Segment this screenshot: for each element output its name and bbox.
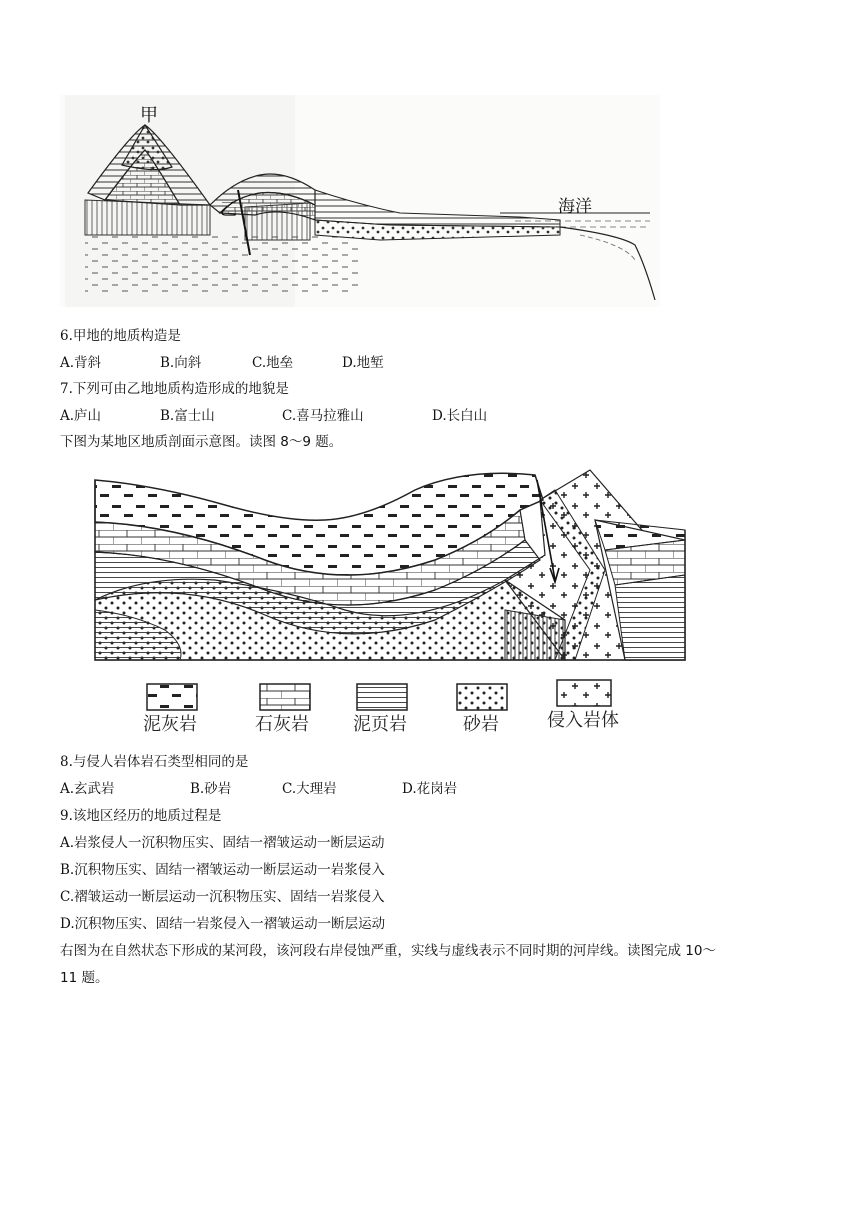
q8-option-a: A.玄武岩 (60, 781, 115, 797)
q6-stem: 6.甲地的地质构造是 (60, 328, 181, 344)
q7-option-b: B.富士山 (160, 408, 215, 424)
q7-option-a: A.庐山 (60, 408, 102, 424)
legend-limestone (255, 684, 310, 735)
q7-option-c: C.喜马拉雅山 (282, 408, 364, 424)
q7-stem: 7.下列可由乙地地质构造形成的地貌是 (60, 381, 289, 397)
q9-option-a: A.岩浆侵人一沉积物压实、固结一褶皱运动一断层运动 (60, 835, 385, 851)
legend-label-mudstone: 泥灰岩 (143, 714, 197, 735)
intro-figure-3-line1: 右图为在自然状态下形成的某河段，该河段右岸侵蚀严重，实线与虚线表示不同时期的河岸线。读图完成 10～ (60, 943, 716, 959)
legend-shale (353, 684, 407, 735)
q8-option-b: B.砂岩 (190, 781, 232, 797)
q6-option-d: D.地堑 (342, 355, 384, 371)
intro-figure-2: 下图为某地区地质剖面示意图。读图 8～9 题。 (60, 434, 343, 450)
legend-intrusive (547, 680, 619, 731)
q9-option-c: C.褶皱运动一断层运动一沉积物压实、固结一岩浆侵入 (60, 889, 385, 905)
legend-label-sandstone: 砂岩 (463, 714, 499, 735)
q9-option-d: D.沉积物压实、固结一岩浆侵入一褶皱运动一断层运动 (60, 916, 386, 932)
legend-mudstone (143, 684, 197, 735)
legend-label-shale: 泥页岩 (353, 714, 407, 735)
q9-stem: 9.该地区经历的地质过程是 (60, 808, 222, 824)
q8-option-c: C.大理岩 (282, 781, 337, 797)
geologic-sketch-figure (60, 95, 660, 307)
cross-section-figure (85, 460, 695, 740)
legend-label-limestone: 石灰岩 (255, 714, 309, 735)
q6-option-c: C.地垒 (252, 355, 294, 371)
label-jia: 甲 (140, 105, 158, 126)
q8-stem: 8.与侵人岩体岩石类型相同的是 (60, 754, 249, 770)
q6-option-a: A.背斜 (60, 355, 102, 371)
q6-option-b: B.向斜 (160, 355, 202, 371)
label-yi: 乙 (220, 200, 237, 220)
legend-label-intrusive: 侵入岩体 (547, 710, 619, 731)
q9-option-b: B.沉积物压实、固结一褶皱运动一断层运动一岩浆侵入 (60, 862, 385, 878)
q8-option-d: D.花岗岩 (402, 781, 458, 797)
intro-figure-3-line2: 11 题。 (60, 970, 109, 986)
label-sea: 海洋 (558, 197, 592, 217)
q7-option-d: D.长白山 (432, 408, 488, 424)
